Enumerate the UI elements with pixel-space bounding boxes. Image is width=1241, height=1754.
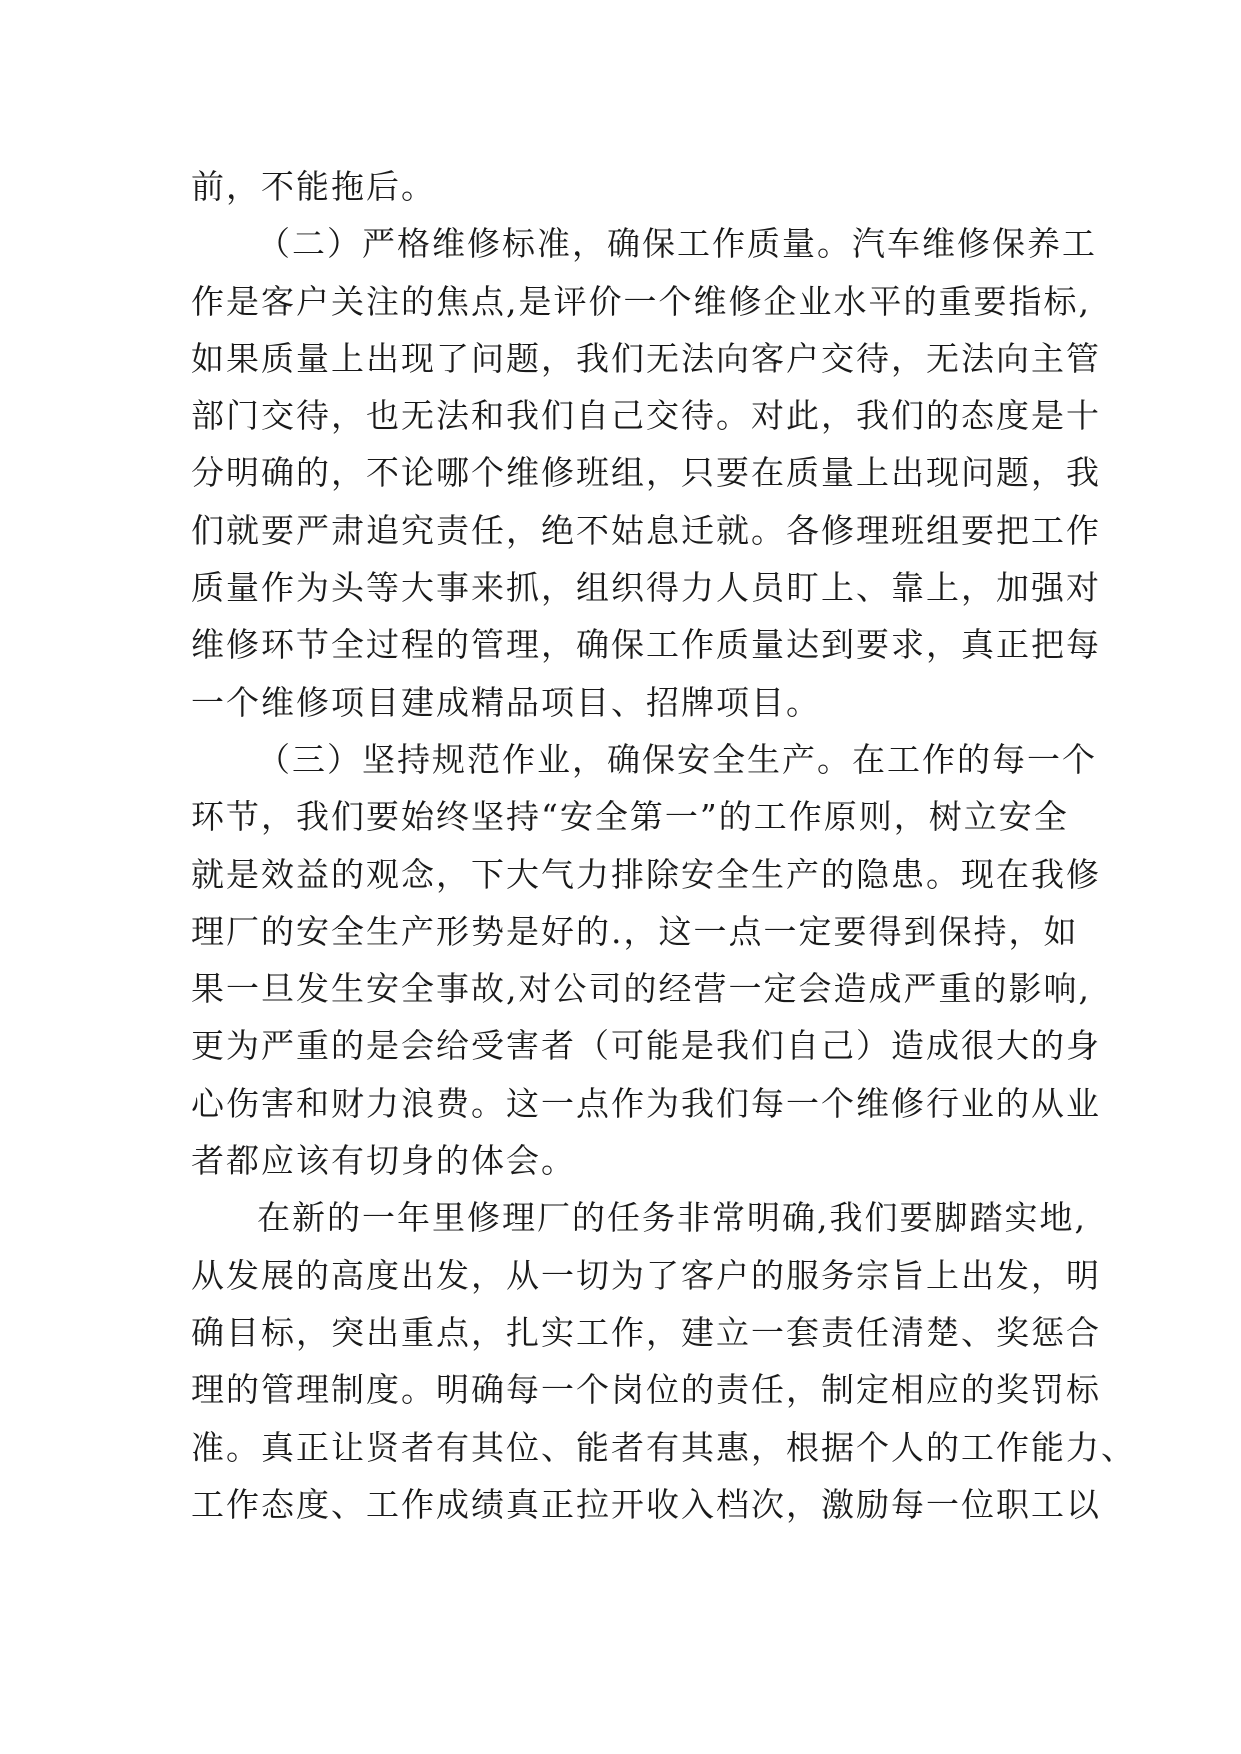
paragraph-start: 在新的一年里修理厂的任务非常明确,我们要脚踏实地, [257,1198,1087,1238]
text-line: 就是效益的观念，下大气力排除安全生产的隐患。现在我修 [191,854,1101,894]
text-line: 质量作为头等大事来抓，组织得力人员盯上、靠上，加强对 [191,568,1101,608]
text-line: 分明确的，不论哪个维修班组，只要在质量上出现问题，我 [191,453,1101,493]
text-line: 果一旦发生安全事故,对公司的经营一定会造成严重的影响, [191,969,1091,1009]
text-line: 维修环节全过程的管理，确保工作质量达到要求，真正把每 [191,625,1101,665]
text-line: 心伤害和财力浪费。这一点作为我们每一个维修行业的从业 [191,1083,1101,1123]
text-line: 作是客户关注的焦点,是评价一个维修企业水平的重要指标, [191,281,1091,321]
text-line: 理的管理制度。明确每一个岗位的责任，制定相应的奖罚标 [191,1370,1101,1410]
paragraph-heading-2: （二）严格维修标准，确保工作质量。汽车维修保养工 [257,224,1097,264]
text-line: 准。真正让贤者有其位、能者有其惠，根据个人的工作能力、 [191,1427,1136,1467]
text-line: 理厂的安全生产形势是好的.，这一点一定要得到保持，如 [191,911,1079,951]
text-line: 部门交待，也无法和我们自己交待。对此，我们的态度是十 [191,396,1101,436]
text-line: 工作态度、工作成绩真正拉开收入档次，激励每一位职工以 [191,1484,1101,1524]
text-line: 一个维修项目建成精品项目、招牌项目。 [191,682,821,722]
text-line: 前，不能拖后。 [191,167,436,206]
body-text [191,158,1136,1533]
text-line: 从发展的高度出发，从一切为了客户的服务宗旨上出发，明 [191,1255,1101,1295]
text-line: 们就要严肃追究责任，绝不姑息迁就。各修理班组要把工作 [191,510,1101,550]
text-line: 者都应该有切身的体会。 [191,1141,576,1181]
paragraph-heading-3: （三）坚持规范作业，确保安全生产。在工作的每一个 [257,739,1097,779]
text-line: 确目标，突出重点，扎实工作，建立一套责任清楚、奖惩合 [191,1312,1101,1352]
text-line: 环节，我们要始终坚持“安全第一”的工作原则，树立安全 [191,797,1069,837]
text-line: 如果质量上出现了问题，我们无法向客户交待，无法向主管 [191,338,1101,378]
text-line: 更为严重的是会给受害者（可能是我们自己）造成很大的身 [191,1026,1101,1066]
